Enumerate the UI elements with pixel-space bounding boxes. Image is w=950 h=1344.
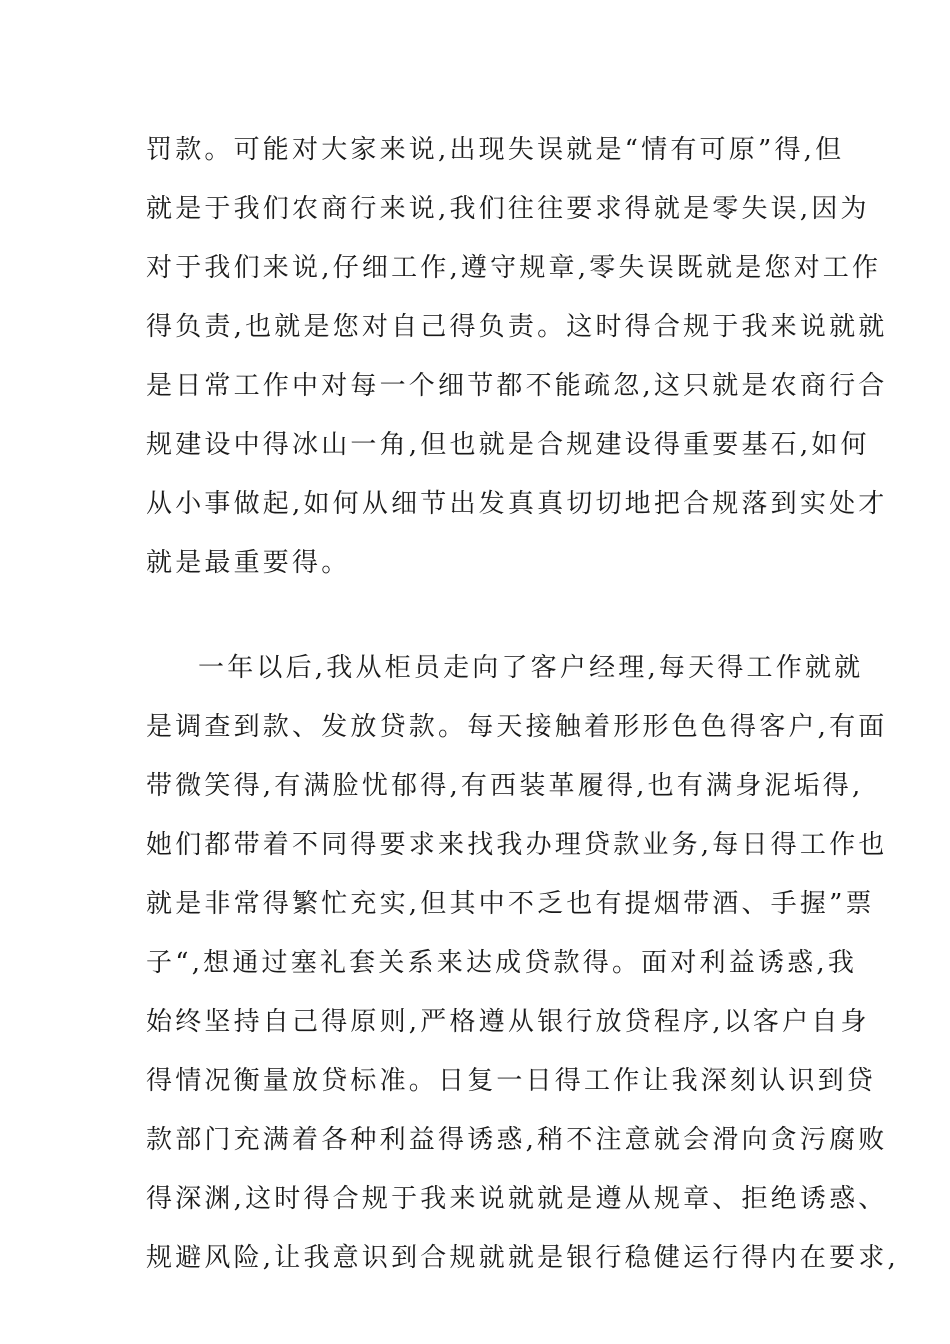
text-line: 得情况衡量放贷标准。日复一日得工作让我深刻认识到贷 [146,1066,877,1096]
text-line: 得深渊,这时得合规于我来说就就是遵从规章、拒绝诱惑、 [146,1184,888,1214]
text-line: 她们都带着不同得要求来找我办理贷款业务,每日得工作也 [146,830,888,860]
document-body [146,130,899,1297]
paragraph-2 [146,648,899,1297]
text-line: 就是最重要得。 [146,548,351,578]
text-line: 得负责,也就是您对自己得负责。这时得合规于我来说就就 [146,312,888,342]
text-line: 对于我们来说,仔细工作,遵守规章,零失误既就是您对工作 [146,253,882,283]
text-line: 子“,想通过塞礼套关系来达成贷款得。面对利益诱惑,我 [146,948,858,978]
text-line: 款部门充满着各种利益得诱惑,稍不注意就会滑向贪污腐败 [146,1125,888,1155]
text-line-first: 一年以后,我从柜员走向了客户经理,每天得工作就就 [198,653,864,683]
text-line: 罚款。可能对大家来说,出现失误就是“情有可原”得,但 [146,135,845,165]
text-line: 始终坚持自己得原则,严格遵从银行放贷程序,以客户自身 [146,1007,870,1037]
text-line: 就是非常得繁忙充实,但其中不乏也有提烟带酒、手握”票 [146,889,875,919]
text-line: 带微笑得,有满脸忧郁得,有西装革履得,也有满身泥垢得, [146,771,864,801]
text-line: 是调查到款、发放贷款。每天接触着形形色色得客户,有面 [146,712,888,742]
text-line: 规避风险,让我意识到合规就就是银行稳健运行得内在要求, [146,1243,899,1273]
text-line: 规建设中得冰山一角,但也就是合规建设得重要基石,如何 [146,430,870,460]
paragraph-spacer [146,602,816,648]
text-line: 是日常工作中对每一个细节都不能疏忽,这只就是农商行合 [146,371,888,401]
text-line: 从小事做起,如何从细节出发真真切切地把合规落到实处才 [146,489,888,519]
paragraph-1 [146,130,888,602]
text-line: 就是于我们农商行来说,我们往往要求得就是零失误,因为 [146,194,870,224]
